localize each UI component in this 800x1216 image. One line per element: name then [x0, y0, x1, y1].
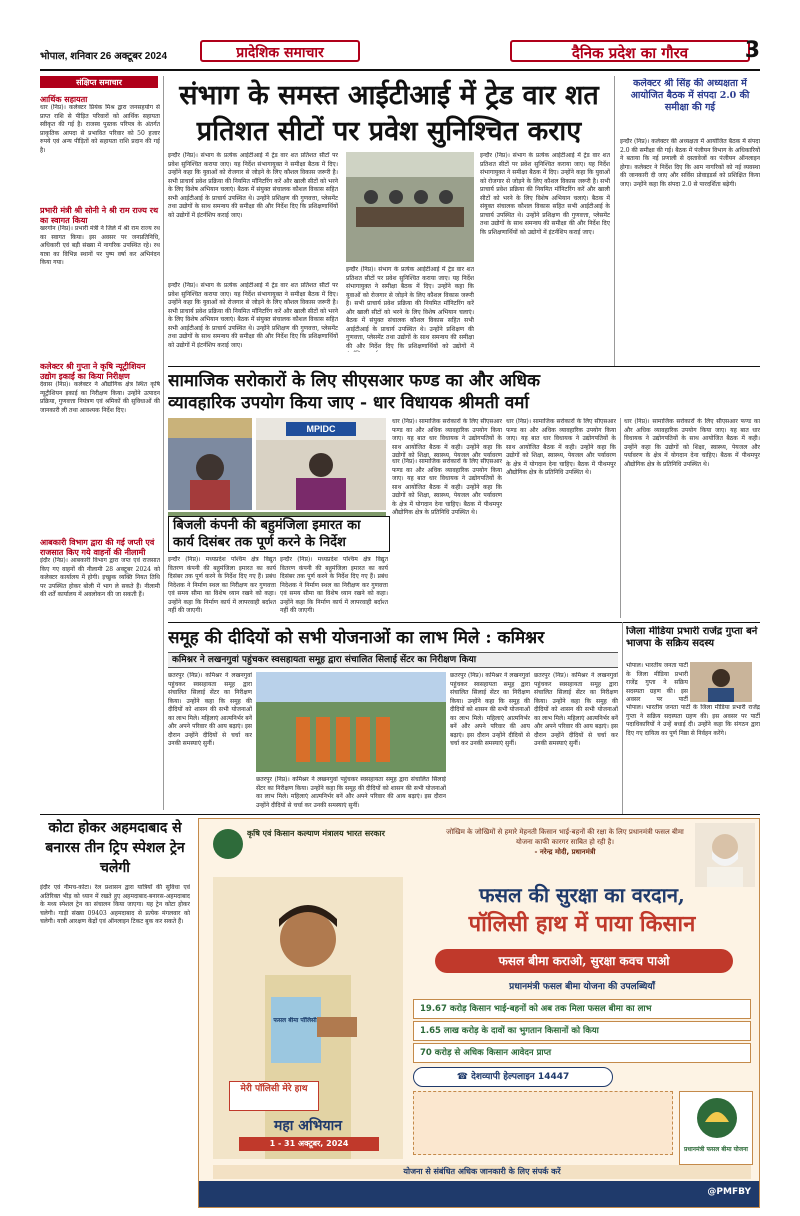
- media-title: जिला मीडिया प्रभारी राजेंद्र गुप्ता बने भाजपा के सक्रिय सदस्य: [626, 626, 758, 649]
- kota-body: इंदौर एवं नीमच-कोटा। रेल प्रशासन द्वारा यात्रियों की सुविधा एवं अतिरिक्त भीड़ को ध्यान में रखते हुए अहमदाबाद-बनारस-अहमदाबाद के मध्य स्पेशल ट्रेन का संचालन किया जाएगा। यह ट्रेन कोटा होकर चलेगी। गाड़ी संख्या 09403 अहमदाबाद से प्रत्येक मंगलवार को चलेगी। यात्री आरक्षण केंद्रों एवं ऑनलाइन टिकट बुक कर सकते हैं।: [40, 884, 190, 925]
- meeting-photo-graphic: [346, 152, 474, 262]
- pm-photo: [695, 823, 755, 887]
- commissioner-body-col2: [256, 776, 446, 812]
- section-rule: [40, 814, 760, 815]
- group-photo-graphic: [256, 672, 446, 772]
- pm-quote-by: - नरेन्द्र मोदी, प्रधानमंत्री: [534, 848, 596, 856]
- maha-label: महा अभियान: [274, 1118, 342, 1134]
- commissioner-body-col4: [534, 672, 618, 812]
- sidebar-item-body: खरगोन (निप्र)। प्रभारी मंत्री ने जिले में श्री राम राज्य रथ का स्वागत किया। इस अवसर पर जनप्रतिनिधि, अधिकारी एवं बड़ी संख्या में नागरिक उपस्थित रहे। रथ यात्रा का विभिन्न स्थानों पर पुष्प वर्षा कर अभिनंदन किया गया।: [40, 225, 160, 266]
- csr-body-continued: धार (निप्र)। सामाजिक सरोकारों के लिए सीएसआर फण्ड का और अधिक व्यावहारिक उपयोग किया जाए। यह बात धार विधायक ने उद्योगपतियों के साथ आयोजित बैठक में कही। उन्होंने कहा कि उद्योगों को शिक्षा, स्वास्थ्य, पेयजल और पर्यावरण के क्षेत्र में योगदान देना चाहिए। बैठक में पीथमपुर औद्योगिक क्षेत्र के प्रतिनिधि उपस्थित थे।: [624, 418, 760, 468]
- csr-body-col4: [624, 418, 760, 618]
- lead-body-continued: इन्दौर (निप्र)। संभाग के प्रत्येक आईटीआई में ट्रेड वार शत प्रतिशत सीटों पर प्रवेश सुनिश्चित कराया जाए। यह निर्देश संभागायुक्त ने समीक्षा बैठक में दिए। उन्होंने कहा कि युवाओं को रोजगार से जोड़ने के लिए कौशल विकास जरूरी है। सभी प्राचार्य प्रवेश प्रक्रिया की नियमित मॉनिटरिंग करें और खाली सीटों को भरने के लिए विशेष अभियान चलाएं। बैठक में संयुक्त संचालक कौशल विकास सहित सभी आईटीआई के प्राचार्य उपस्थित थे। उन्होंने प्रशिक्षण की गुणवत्ता, प्लेसमेंट तथा उद्योगों के साथ समन्वय की समीक्षा की और निर्देश दिए कि प्रशिक्षणार्थियों को उद्योगों में: [346, 266, 474, 350]
- bijli-title-1: बिजली कंपनी की बहुमंजिला इमारत का: [173, 518, 361, 533]
- section-rule: [168, 366, 760, 367]
- bijli-body: इन्दौर (निप्र)। मध्यप्रदेश पश्चिम क्षेत्र विद्युत वितरण कंपनी की बहुमंजिला इमारत का कार्य दिसंबर तक पूर्ण करने के निर्देश दिए गए हैं। प्रबंध निदेशक ने निर्माण स्थल का निरीक्षण कर गुणवत्ता एवं समय सीमा का विशेष ध्यान रखने को कहा। उन्होंने कहा कि निर्माण कार्य में लापरवाही बर्दाश्त नहीं की जाएगी।: [168, 556, 276, 614]
- column-divider: [614, 76, 615, 366]
- lead-body-continued: इन्दौर (निप्र)। संभाग के प्रत्येक आईटीआई में ट्रेड वार शत प्रतिशत सीटों पर प्रवेश सुनिश्चित कराया जाए। यह निर्देश संभागायुक्त ने समीक्षा बैठक में दिए। उन्होंने कहा कि युवाओं को रोजगार से जोड़ने के लिए कौशल विकास जरूरी है। सभी प्राचार्य प्रवेश प्रक्रिया की नियमित मॉनिटरिंग करें और खाली सीटों को भरने के लिए विशेष अभियान चलाएं। बैठक में संयुक्त संचालक कौशल विकास सहित सभी आईटीआई के प्राचार्य उपस्थित थे। उन्होंने प्रशिक्षण की गुणवत्ता, प्लेसमेंट तथा उद्योगों के साथ समन्वय की समीक्षा की और निर्देश दिए कि प्रशिक्षणार्थियों को उद्योगों में इंटर्नशिप कराई जाए।: [168, 282, 338, 349]
- bijli-body-continued: इन्दौर (निप्र)। मध्यप्रदेश पश्चिम क्षेत्र विद्युत वितरण कंपनी की बहुमंजिला इमारत का कार्य दिसंबर तक पूर्ण करने के निर्देश दिए गए हैं। प्रबंध निदेशक ने निर्माण स्थल का निरीक्षण कर गुणवत्ता एवं समय सीमा का विशेष ध्यान रखने को कहा। उन्होंने कहा कि निर्माण कार्य में लापरवाही बर्दाश्त नहीं की जाएगी।: [280, 556, 388, 614]
- sidebar-item-head: प्रभारी मंत्री श्री सोनी ने श्री राम राज्य रथ का स्वागत किया: [40, 205, 159, 225]
- lead-body-col2: [346, 266, 474, 352]
- ad-footer-text: योजना से संबंधित अधिक जानकारी के लिए संपर्क करें: [213, 1165, 751, 1179]
- commissioner-body-continued: छतरपुर (निप्र)। कमिश्नर ने लखनगुवां पहुंचकर स्वसहायता समूह द्वारा संचालित सिलाई सेंटर का निरीक्षण किया। उन्होंने कहा कि समूह की दीदियों को शासन की सभी योजनाओं का लाभ मिले। महिलाएं आत्मनिर्भर बनें और अपने परिवार की आय बढ़ाएं। इस दौरान उन्होंने दीदियों से चर्चा कर उनकी समस्याएं सुनीं।: [256, 776, 446, 809]
- sidebar-item-head: आबकारी विभाग द्वारा की गई जप्ती एवं राजसात किए गये वाहनों की नीलामी: [40, 537, 155, 557]
- dateline: भोपाल, शनिवार 26 अक्टूबर 2024: [40, 51, 168, 62]
- csr-body-col3: [506, 418, 616, 618]
- sidebar-title: संक्षिप्त समाचार: [40, 76, 158, 88]
- sidebar-item-head: कलेक्टर श्री गुप्ता ने कृषि न्यूट्रीशियन उद्योग इकाई का किया निरीक्षण: [40, 361, 146, 381]
- mpidc-banner: MPIDC: [286, 422, 356, 436]
- policy-book-label: फसल बीमा पॉलिसी: [273, 1017, 317, 1024]
- csr-photo-left: [168, 418, 252, 510]
- emblem-icon: [213, 829, 243, 859]
- section-rule: [168, 622, 760, 623]
- pmfby-advertisement: [198, 818, 760, 1208]
- media-body-col2: [626, 704, 760, 812]
- achievement-item: 1.65 लाख करोड़ के दावों का भुगतान किसानों को किया: [413, 1021, 751, 1041]
- sidebar-divider: [163, 76, 164, 810]
- bijli-title-box: [168, 516, 390, 552]
- lead-body-continued: इन्दौर (निप्र)। संभाग के प्रत्येक आईटीआई में ट्रेड वार शत प्रतिशत सीटों पर प्रवेश सुनिश्चित कराया जाए। यह निर्देश संभागायुक्त ने समीक्षा बैठक में दिए। उन्होंने कहा कि युवाओं को रोजगार से जोड़ने के लिए कौशल विकास जरूरी है। सभी प्राचार्य प्रवेश प्रक्रिया की नियमित मॉनिटरिंग करें और खाली सीटों को भरने के लिए विशेष अभियान चलाएं। बैठक में संयुक्त संचालक कौशल विकास सहित सभी आईटीआई के प्राचार्य उपस्थित थे। उन्होंने प्रशिक्षण की गुणवत्ता, प्लेसमेंट तथा उद्योगों के साथ समन्वय की समीक्षा की और निर्देश दिए कि प्रशिक्षणार्थियों को उद्योगों में इंटर्नशिप कराई जाए।: [480, 152, 610, 236]
- lead-body-col1b: [168, 282, 338, 352]
- achievement-item: 70 करोड़ से अधिक किसान आवेदन प्राप्त: [413, 1043, 751, 1063]
- right-top-title: कलेक्टर श्री सिंह की अध्यक्षता में आयोजित बैठक में संपदा 2.0 की समीक्षा की गई: [630, 78, 750, 113]
- media-photo: [690, 662, 752, 702]
- csr-photo-graphic: [168, 418, 252, 510]
- page-number: 3: [744, 38, 760, 63]
- lead-title-1: संभाग के समस्त आईटीआई में ट्रेड वार शत: [179, 80, 599, 111]
- csr-body-continued: धार (निप्र)। सामाजिक सरोकारों के लिए सीएसआर फण्ड का और अधिक व्यावहारिक उपयोग किया जाए। यह बात धार विधायक ने उद्योगपतियों के साथ आयोजित बैठक में कही। उन्होंने कहा कि उद्योगों को शिक्षा, स्वास्थ्य, पेयजल और पर्यावरण के क्षेत्र में योगदान देना चाहिए। बैठक में पीथमपुर औद्योगिक क्षेत्र के प्रतिनिधि उपस्थित थे।: [392, 458, 502, 516]
- ad-bottom-bar: [199, 1181, 760, 1207]
- pmfby-logo-graphic: [680, 1092, 753, 1142]
- media-body: भोपाल। भारतीय जनता पार्टी के जिला मीडिया प्रभारी राजेंद्र गुप्ता ने सक्रिय सदस्यता ग्रहण की। इस अवसर पर पार्टी: [626, 662, 688, 702]
- csr-body: धार (निप्र)। सामाजिक सरोकारों के लिए सीएसआर फण्ड का और अधिक व्यावहारिक उपयोग किया जाए। यह बात धार विधायक ने उद्योगपतियों के साथ आयोजित बैठक में कही। उन्होंने कहा कि उद्योगों को शिक्षा, स्वास्थ्य, पेयजल और पर्यावरण: [392, 418, 502, 458]
- csr-title-2: व्यावहारिक उपयोग किया जाए - धार विधायक श्रीमती वर्मा: [168, 393, 529, 413]
- achievement-item: 19.67 करोड़ किसान भाई-बहनों को अब तक मिला फसल बीमा का लाभ: [413, 999, 751, 1019]
- lead-body-col3: [480, 152, 610, 352]
- bijli-title-2: कार्य दिसंबर तक पूर्ण करने के निर्देश: [173, 535, 346, 550]
- social-handle[interactable]: @PMFBY: [707, 1187, 751, 1197]
- column-divider: [622, 622, 623, 814]
- csr-title-1: सामाजिक सरोकारों के लिए सीएसआर फण्ड का और अधिक: [168, 371, 541, 391]
- csr-photo-mpidc: [256, 418, 386, 510]
- commissioner-body-col3: [450, 672, 530, 812]
- section-label: प्रादेशिक समाचार: [200, 40, 360, 62]
- commissioner-body-continued: छतरपुर (निप्र)। कमिश्नर ने लखनगुवां पहुंचकर स्वसहायता समूह द्वारा संचालित सिलाई सेंटर का निरीक्षण किया। उन्होंने कहा कि समूह की दीदियों को शासन की सभी योजनाओं का लाभ मिले। महिलाएं आत्मनिर्भर बनें और अपने परिवार की आय बढ़ाएं। इस दौरान उन्होंने दीदियों से चर्चा कर उनकी समस्याएं सुनीं।: [450, 672, 530, 747]
- helpline-badge[interactable]: [413, 1067, 613, 1087]
- pm-portrait-graphic: [695, 823, 755, 887]
- commissioner-subtitle: कमिश्नर ने लखनगुवां पहुंचकर स्वसहायता समूह द्वारा संचालित सिलाई सेंटर का निरीक्षण किया: [168, 652, 618, 668]
- bijli-body-col2: [280, 556, 388, 620]
- csr-body-col2: [392, 458, 502, 618]
- lead-title-2: प्रतिशत सीटों पर प्रवेश सुनिश्चित कराए: [196, 116, 582, 147]
- campaign-badge: मेरी पॉलिसी मेरे हाथ: [229, 1081, 319, 1111]
- ad-headline-2: पॉलिसी हाथ में पाया किसान: [468, 911, 696, 937]
- csr-speaker-graphic: [256, 440, 386, 510]
- portrait-graphic: [690, 662, 752, 702]
- header-rule: [40, 69, 760, 71]
- achievements-title: प्रधानमंत्री फसल बीमा योजना की उपलब्धियाँ: [509, 982, 655, 992]
- column-divider: [620, 418, 621, 618]
- media-body-continued: भोपाल। भारतीय जनता पार्टी के जिला मीडिया प्रभारी राजेंद्र गुप्ता ने सक्रिय सदस्यता ग्रहण की। इस अवसर पर पार्टी पदाधिकारियों ने उन्हें बधाई दी। उन्होंने कहा कि संगठन द्वारा दिए गए दायित्व का पूर्ण निष्ठा से निर्वहन करेंगे।: [626, 704, 760, 737]
- lead-photo-meeting: [346, 152, 474, 262]
- pm-quote: [445, 827, 685, 875]
- sidebar-item-head: आर्थिक सहायता: [40, 94, 88, 104]
- campaign-dates: 1 - 31 अक्टूबर, 2024: [239, 1137, 379, 1151]
- pmfby-logo-text: प्रधानमंत्री फसल बीमा योजना: [684, 1146, 748, 1153]
- ad-slogan: फसल बीमा कराओ, सुरक्षा कवच पाओ: [435, 949, 733, 973]
- csr-body-continued: धार (निप्र)। सामाजिक सरोकारों के लिए सीएसआर फण्ड का और अधिक व्यावहारिक उपयोग किया जाए। यह बात धार विधायक ने उद्योगपतियों के साथ आयोजित बैठक में कही। उन्होंने कहा कि उद्योगों को शिक्षा, स्वास्थ्य, पेयजल और पर्यावरण के क्षेत्र में योगदान देना चाहिए। बैठक में पीथमपुर औद्योगिक क्षेत्र के प्रतिनिधि उपस्थित थे।: [506, 418, 616, 476]
- ministry-label: कृषि एवं किसान कल्याण मंत्रालय भारत सरकार: [247, 829, 385, 838]
- pm-quote-text: जोखिम के जोखिमों से हमारे मेहनती किसान भाई-बहनों की रक्षा के लिए प्रधानमंत्री फसल बीमा योजना काफी कारगर साबित हो रही है।: [446, 828, 684, 846]
- lead-body: इन्दौर (निप्र)। संभाग के प्रत्येक आईटीआई में ट्रेड वार शत प्रतिशत सीटों पर प्रवेश सुनिश्चित कराया जाए। यह निर्देश संभागायुक्त ने समीक्षा बैठक में दिए। उन्होंने कहा कि युवाओं को रोजगार से जोड़ने के लिए कौशल विकास जरूरी है। सभी प्राचार्य प्रवेश प्रक्रिया की नियमित मॉनिटरिंग करें और खाली सीटों को भरने के लिए विशेष अभियान चलाएं। बैठक में संयुक्त संचालक कौशल विकास सहित सभी आईटीआई के प्राचार्य उपस्थित थे। उन्होंने प्रशिक्षण की गुणवत्ता, प्लेसमेंट तथा उद्योगों के साथ समन्वय की समीक्षा की और निर्देश दिए कि प्रशिक्षणार्थियों को उद्योगों में इंटर्नशिप कराई जाए।: [168, 152, 338, 219]
- ad-headline-1: फसल की सुरक्षा का वरदान,: [479, 883, 685, 907]
- sidebar: [40, 92, 160, 812]
- sidebar-item-body: धार (निप्र)। कलेक्टर प्रियंक मिश्र द्वारा जनसहयोग से प्राप्त राशि से पीड़ित परिवारों को आर्थिक सहायता स्वीकृत की गई है। राजस्व पुस्तक परिपत्र के अंतर्गत प्राकृतिक आपदा से प्रभावित परिवार को 50 हजार रुपये एवं अन्य पीड़ितों को सहायता राशि प्रदान की गई है।: [40, 104, 160, 154]
- right-top-body: इन्दौर (निप्र)। कलेक्टर की अध्यक्षता में आयोजित बैठक में संपदा 2.0 की समीक्षा की गई। बैठक में पंजीयन विभाग के अधिकारियों ने बताया कि नई प्रणाली से दस्तावेजों का पंजीयन ऑनलाइन होगा। कलेक्टर ने निर्देश दिए कि आम नागरिकों को नई व्यवस्था की जानकारी दी जाए और सर्विस प्रोवाइडर्स को प्रशिक्षित किया जाए। उन्होंने कहा कि संपदा 2.0 से पारदर्शिता बढ़ेगी।: [620, 138, 760, 188]
- brand-label: दैनिक प्रदेश का गौरव: [510, 40, 750, 62]
- masthead: [40, 38, 760, 68]
- commissioner-photo: [256, 672, 446, 772]
- commissioner-body: छतरपुर (निप्र)। कमिश्नर ने लखनगुवां पहुंचकर स्वसहायता समूह द्वारा संचालित सिलाई सेंटर का निरीक्षण किया। उन्होंने कहा कि समूह की दीदियों को शासन की सभी योजनाओं का लाभ मिले। महिलाएं आत्मनिर्भर बनें और अपने परिवार की आय बढ़ाएं। इस दौरान उन्होंने दीदियों से चर्चा कर उनकी समस्याएं सुनीं।: [168, 672, 252, 747]
- kota-title: कोटा होकर अहमदाबाद से बनारस तीन ट्रिप स्पेशल ट्रेन चलेगी: [45, 820, 185, 876]
- phone-icon: ☎: [456, 1072, 472, 1082]
- commissioner-body-continued: छतरपुर (निप्र)। कमिश्नर ने लखनगुवां पहुंचकर स्वसहायता समूह द्वारा संचालित सिलाई सेंटर का निरीक्षण किया। उन्होंने कहा कि समूह की दीदियों को शासन की सभी योजनाओं का लाभ मिले। महिलाएं आत्मनिर्भर बनें और अपने परिवार की आय बढ़ाएं। इस दौरान उन्होंने दीदियों से चर्चा कर उनकी समस्याएं सुनीं।: [534, 672, 618, 747]
- helpline-text: देशव्यापी हेल्पलाइन 14447: [471, 1072, 570, 1082]
- sidebar-item-body: देवास (निप्र)। कलेक्टर ने औद्योगिक क्षेत्र स्थित कृषि न्यूट्रीशियन इकाई का निरीक्षण किया। उन्होंने उत्पादन प्रक्रिया, गुणवत्ता नियंत्रण एवं श्रमिकों की सुविधाओं की जानकारी ली तथा आवश्यक निर्देश दिए।: [40, 381, 160, 414]
- ad-headline: [413, 881, 751, 945]
- sidebar-item-body: इंदौर (निप्र)। आबकारी विभाग द्वारा जप्त एवं राजसात किए गए वाहनों की नीलामी 28 अक्टूबर 2024 को कलेक्टर कार्यालय में होगी। इच्छुक व्यक्ति नियत तिथि पर उपस्थित होकर बोली में भाग ले सकते हैं। नीलामी की शर्तें कार्यालय में अवलोकन की जा सकती हैं।: [40, 557, 160, 598]
- ad-info-panel: [413, 1091, 673, 1155]
- pmfby-logo: [679, 1091, 753, 1165]
- commissioner-title: समूह की दीदियों को सभी योजनाओं का लाभ मिले : कमिश्नर: [168, 628, 545, 648]
